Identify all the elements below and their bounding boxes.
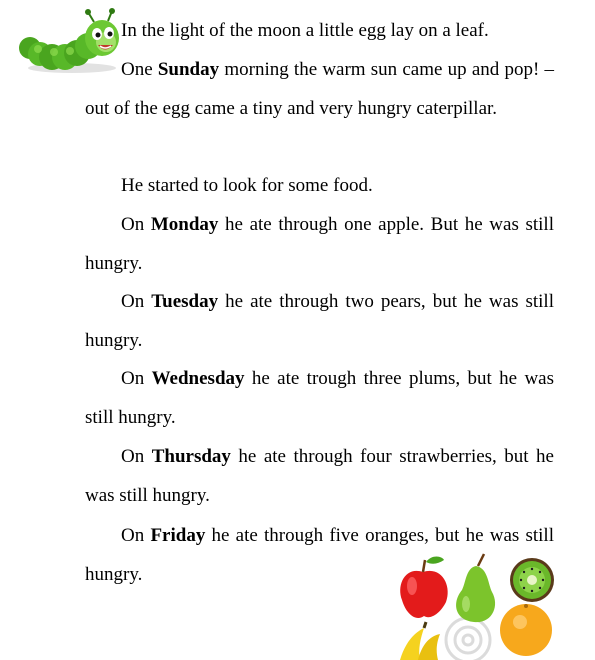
paragraph-text: he ate trough three plums, but he was still hungry. (85, 368, 554, 428)
banana-icon (400, 622, 440, 660)
day-tuesday: Tuesday (151, 291, 219, 312)
kiwi-icon (510, 558, 554, 602)
paragraph-text: On (121, 214, 151, 235)
story-paragraph-7 (85, 438, 554, 515)
story-paragraph-1 (85, 12, 554, 51)
fruit-illustration (396, 548, 592, 660)
day-wednesday: Wednesday (151, 368, 245, 389)
story-paragraph-6 (85, 360, 554, 437)
paragraph-text: One (121, 59, 158, 80)
paragraph-text: In the light of the moon a little egg lay on a leaf. (121, 20, 489, 41)
pear-icon (456, 554, 495, 622)
story-paragraph-5 (85, 283, 554, 360)
story-paragraph-2 (85, 51, 554, 128)
paragraph-text: On (121, 368, 152, 389)
orange-icon (500, 604, 552, 656)
paragraph-text: On (121, 291, 152, 312)
story-paragraph-3 (85, 167, 554, 206)
paragraph-text: he ate through one apple. But he was still hungry. (85, 214, 554, 274)
paragraph-text: He started to look for some food. (121, 175, 373, 196)
paragraph-text: he ate through five oranges, but he was still hungry. (85, 525, 554, 585)
day-monday: Monday (150, 214, 219, 235)
day-sunday: Sunday (157, 59, 220, 80)
paragraph-text: On (121, 446, 152, 467)
story-paragraph-4 (85, 206, 554, 283)
swirl-icon (446, 618, 490, 660)
paragraph-text: he ate through four strawberries, but he was still hungry. (85, 446, 554, 506)
paragraph-text: morning the warm sun came up and pop! – out of the egg came a tiny and very hungry caterpillar. (85, 59, 555, 119)
day-friday: Friday (150, 525, 206, 546)
apple-icon (400, 557, 447, 619)
paragraph-text: he ate through two pears, but he was still hungry. (85, 291, 554, 351)
day-thursday: Thursday (151, 446, 231, 467)
paragraph-text: On (121, 525, 151, 546)
